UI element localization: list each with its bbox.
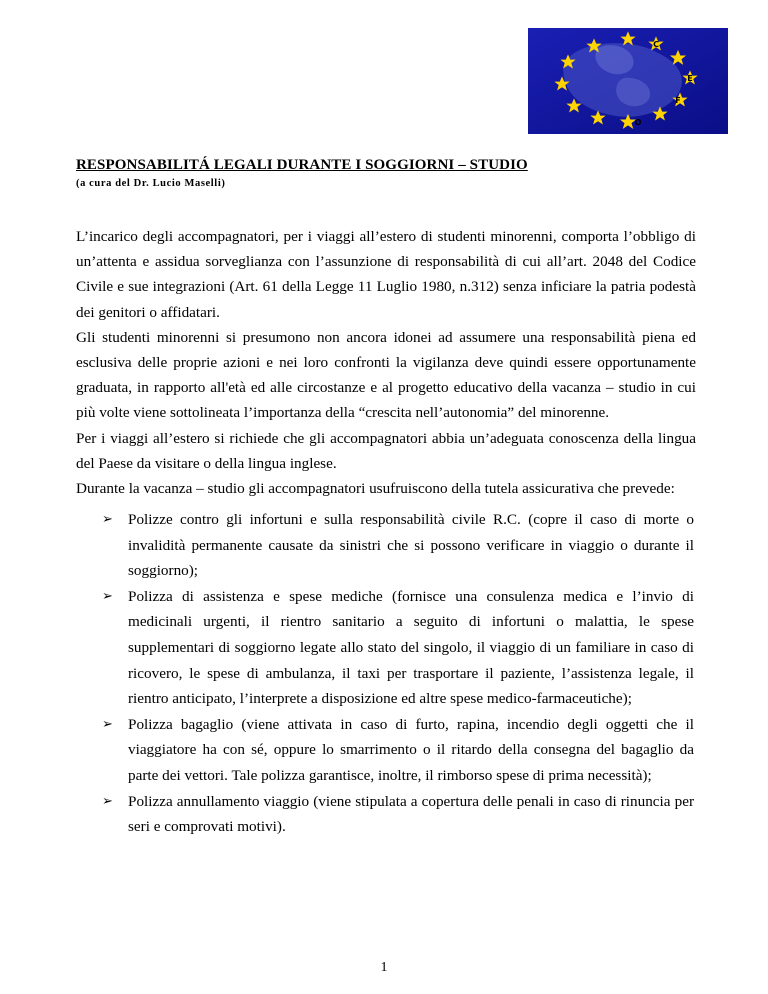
logo-letter-c: C [653,40,659,49]
logo-letter-e: E [687,74,693,83]
arrowhead-bullet-icon: ➢ [102,793,113,809]
list-item [102,712,694,789]
paragraph: L’incarico degli accompagnatori, per i viaggi all’estero di studenti minorenni, comporta l’obbligo di un’attenta e assidua sorveglianza con l’assunzione di responsabilità di cui all’art. 2048 del Codice Civile e sue integrazioni (Art. 61 della Legge 11 Luglio 1980, n.312) senza inficiare la patria podestà dei genitori o affidatari. [76,228,696,321]
insurance-list [102,507,694,840]
list-item [102,584,694,712]
logo-letter-f: F [675,96,681,105]
list-item [102,507,694,584]
document-title: RESPONSABILITÁ LEGALI DURANTE I SOGGIORNI – STUDIO [76,157,528,173]
paragraph: Gli studenti minorenni si presumono non ancora idonei ad assumere una responsabilità piena ed esclusiva delle proprie azioni e nei loro confronti la vigilanza deve quindi essere opportunamente graduata, in rapporto all'età ed alle circostanze e al progetto educativo della vacanza – studio in cui più volte viene sottolineata l’importanza della “crescita nell’autonomia” del minorenne. [76,328,696,422]
document-body [76,224,696,501]
europe-stars-logo [528,28,728,134]
logo-letter-o: O [634,118,642,127]
list-item [102,789,694,840]
list-item-text: Polizza di assistenza e spese mediche (fornisce una consulenza medica e l’invio di medicinali urgenti, il rientro sanitario a seguito di infortuni o malattia, le spese supplementari di soggiorno legate allo stato del singolo, il viaggio di un familiare in caso di ricovero, le spese di ambulanza, il taxi per trasportare il paziente, l’assistenza legale, il rientro anticipato, l’interprete a disposizione ed altre spese medico-farmaceutiche); [128,587,694,708]
list-item-text: Polizze contro gli infortuni e sulla responsabilità civile R.C. (copre il caso di morte o invalidità permanente causate da sinistri che si possono verificare in viaggio o durante il soggiorno); [128,511,694,580]
list-item-text: Polizza annullamento viaggio (viene stipulata a copertura delle penali in caso di rinuncia per seri e comprovati motivi). [128,792,694,836]
arrowhead-bullet-icon: ➢ [102,512,113,527]
paragraph: Per i viaggi all’estero si richiede che gli accompagnatori abbia un’adeguata conoscenza della lingua del Paese da visitare o della lingua inglese. [76,429,696,472]
document-byline: (a cura del Dr. Lucio Maselli) [76,178,226,189]
list-item-text: Polizza bagaglio (viene attivata in caso di furto, rapina, incendio degli oggetti che il viaggiatore ha con sé, oppure lo smarrimento o il ritardo della consegna del bagaglio da parte dei vettori. Tale polizza garantisce, inoltre, il rimborso spese di prima necessità); [128,715,694,784]
page-number: 1 [380,960,388,975]
paragraph: Durante la vacanza – studio gli accompagnatori usufruiscono della tutela assicurativa che prevede: [76,480,675,498]
arrowhead-bullet-icon: ➢ [102,716,113,732]
arrowhead-bullet-icon: ➢ [102,588,113,604]
